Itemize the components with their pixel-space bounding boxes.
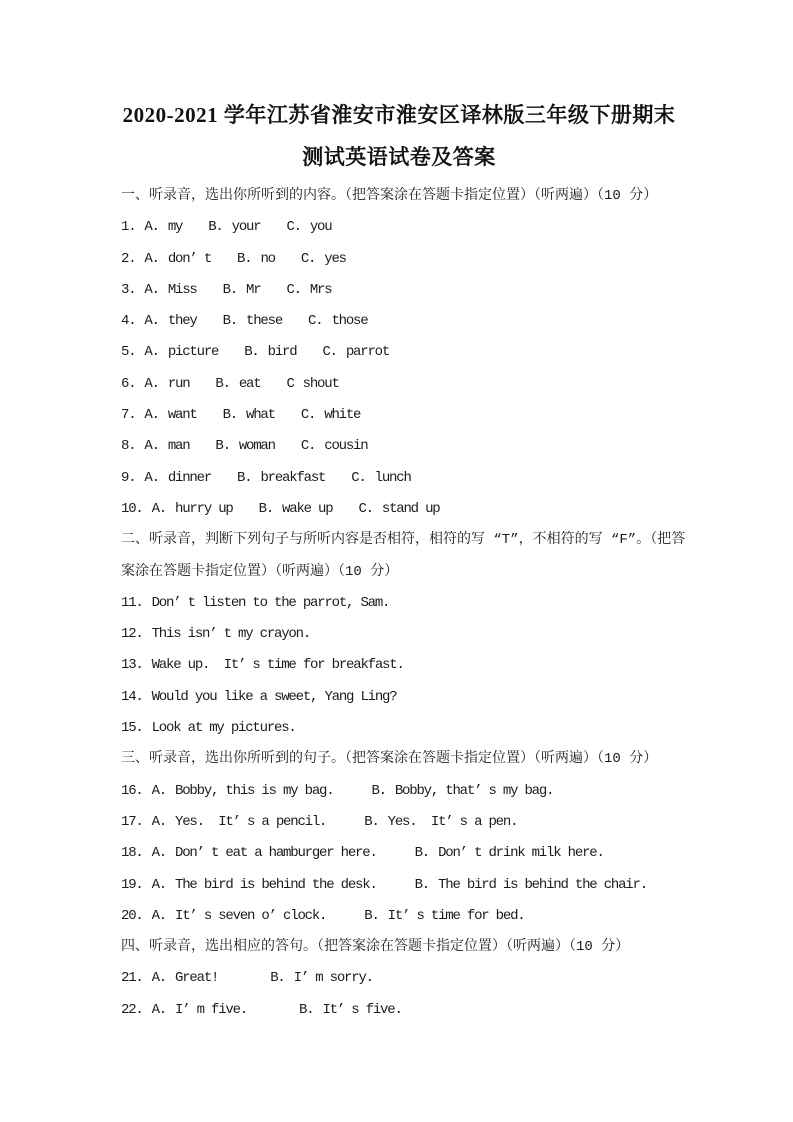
option-text: Don’ t drink milk here.	[438, 845, 604, 862]
question-number: 12.	[121, 626, 143, 643]
question-line	[121, 588, 735, 619]
option-label: C.	[286, 219, 301, 236]
answer-option	[208, 219, 260, 235]
option-text: Bobby, this is my bag.	[175, 782, 334, 799]
answer-option	[301, 438, 368, 454]
option-label: A.	[151, 813, 167, 830]
answer-option	[237, 251, 275, 267]
question-line	[121, 776, 735, 807]
option-label: C.	[300, 438, 316, 455]
option-label: A.	[151, 782, 167, 799]
option-text: they	[167, 313, 197, 330]
question-line	[121, 650, 735, 681]
answer-option	[286, 282, 331, 298]
statement-text: Would you like a sweet, Yang Ling?	[151, 688, 397, 705]
option-label: B.	[215, 375, 230, 392]
statement-text: Look at my pictures.	[151, 720, 296, 737]
question-number: 21.	[121, 970, 143, 987]
answer-option	[371, 783, 553, 799]
option-label: A.	[151, 876, 167, 893]
option-text: The bird is behind the chair.	[438, 876, 647, 893]
question-line	[121, 431, 735, 462]
answer-option	[152, 877, 377, 893]
option-text: your	[231, 219, 261, 236]
option-text: Bobby, that’ s my bag.	[394, 782, 554, 799]
question-line	[121, 400, 735, 431]
question-number: 14.	[121, 688, 143, 705]
answer-option	[308, 313, 367, 329]
answer-option	[144, 219, 182, 235]
option-label: B.	[371, 782, 386, 799]
question-line	[121, 807, 735, 838]
answer-option	[152, 501, 233, 517]
option-text: dinner	[167, 469, 212, 486]
question-line	[121, 463, 735, 494]
option-label: C.	[286, 281, 301, 298]
option-text: eat	[238, 375, 261, 392]
statement-text: Don’ t listen to the parrot, Sam.	[151, 594, 390, 611]
question-number: 5.	[121, 344, 136, 361]
question-line	[121, 870, 735, 901]
section-heading: 二、听录音，判断下列句子与所听内容是否相符，相符的写 “T”，不相符的写 “F”。（把答	[121, 532, 686, 549]
answer-option	[286, 219, 331, 235]
answer-option	[244, 344, 296, 360]
answer-option	[415, 845, 604, 861]
question-number: 8.	[121, 438, 136, 455]
answer-option	[270, 970, 373, 986]
document-body	[121, 181, 735, 1026]
option-text: you	[309, 219, 332, 236]
option-label: A.	[151, 1001, 167, 1018]
question-line	[121, 494, 735, 525]
answer-option	[223, 282, 261, 298]
option-label: B.	[414, 876, 430, 893]
option-label: B.	[258, 500, 274, 517]
option-text: woman	[238, 438, 275, 455]
question-line	[121, 244, 735, 275]
option-text: hurry up	[175, 500, 233, 517]
question-number: 19.	[121, 876, 143, 893]
answer-option	[144, 251, 211, 267]
option-text: Miss	[167, 281, 197, 298]
answer-option	[152, 970, 219, 986]
option-label: B.	[414, 845, 430, 862]
answer-option	[223, 313, 282, 329]
statement-text: Wake up. It’ s time for breakfast.	[151, 657, 404, 674]
option-text: Mrs	[309, 281, 332, 298]
option-text: run	[167, 375, 190, 392]
section-heading: 案涂在答题卡指定位置）（听两遍）（10 分）	[121, 563, 399, 580]
section-heading: 三、听录音，选出你所听到的句子。（把答案涂在答题卡指定位置）（听两遍）（10 分）	[121, 751, 658, 768]
section-heading: 四、听录音，选出相应的答句。（把答案涂在答题卡指定位置）（听两遍）（10 分）	[121, 939, 630, 956]
option-text: those	[331, 313, 368, 330]
question-line	[121, 901, 735, 932]
question-number: 2.	[121, 250, 136, 267]
answer-option	[415, 877, 647, 893]
answer-option	[152, 845, 377, 861]
question-number: 11.	[121, 594, 143, 611]
question-line	[121, 995, 735, 1026]
answer-option	[286, 376, 338, 392]
option-label: C.	[300, 250, 316, 267]
option-text: It’ s seven o’ clock.	[175, 907, 327, 924]
answer-option	[152, 908, 327, 924]
question-number: 9.	[121, 469, 136, 486]
question-number: 18.	[121, 845, 143, 862]
option-text: what	[246, 407, 275, 424]
option-text: lunch	[374, 469, 411, 486]
option-text: I’ m five.	[175, 1001, 248, 1018]
answer-option	[223, 407, 275, 423]
question-number: 15.	[121, 720, 143, 737]
option-label: C.	[358, 500, 373, 517]
question-number: 4.	[121, 313, 136, 330]
option-text: Great!	[175, 970, 219, 987]
question-number: 16.	[121, 782, 143, 799]
answer-option	[364, 814, 517, 830]
option-label: A.	[144, 469, 159, 486]
option-label: B.	[208, 219, 223, 236]
statement-text: This isn’ t my crayon.	[151, 626, 311, 643]
option-label: A.	[144, 375, 159, 392]
answer-option	[152, 783, 334, 799]
option-label: B.	[222, 313, 238, 330]
option-label: B.	[237, 469, 252, 486]
option-label: B.	[237, 250, 252, 267]
option-text: parrot	[345, 344, 390, 361]
option-label: B.	[222, 281, 238, 298]
answer-option	[144, 344, 218, 360]
option-text: Yes. It’ s a pencil.	[175, 813, 327, 830]
option-label: B.	[215, 438, 230, 455]
question-line	[121, 306, 735, 337]
option-label: C.	[322, 344, 337, 361]
option-label: A.	[144, 438, 159, 455]
option-text: Yes. It’ s a pen.	[387, 813, 518, 830]
document-title-line1: 2020-2021 学年江苏省淮安市淮安区译林版三年级下册期末	[122, 103, 676, 127]
question-number: 6.	[121, 375, 136, 392]
answer-option	[351, 470, 410, 486]
option-label: A.	[144, 250, 159, 267]
option-text: yes	[324, 250, 346, 267]
question-number: 17.	[121, 813, 143, 830]
option-text: no	[260, 250, 275, 267]
question-number: 10.	[121, 500, 143, 517]
question-line	[121, 275, 735, 306]
answer-option	[322, 344, 389, 360]
option-text: It’ s five.	[322, 1001, 402, 1018]
option-text: my	[167, 219, 183, 236]
answer-option	[299, 1002, 402, 1018]
answer-option	[215, 438, 274, 454]
answer-option	[215, 376, 260, 392]
option-label: B.	[270, 970, 285, 987]
option-label: C.	[308, 313, 323, 330]
option-text: these	[246, 313, 283, 330]
option-text: Don’ t eat a hamburger here.	[175, 845, 377, 862]
option-label: A.	[144, 344, 159, 361]
question-line	[121, 369, 735, 400]
option-text: stand up	[381, 500, 440, 517]
option-text: picture	[167, 344, 219, 361]
answer-option	[364, 908, 524, 924]
option-label: A.	[144, 219, 159, 236]
question-line	[121, 337, 735, 368]
answer-option	[144, 376, 189, 392]
option-text: breakfast	[260, 469, 326, 486]
answer-option	[144, 407, 196, 423]
option-text: white	[324, 407, 361, 424]
question-number: 7.	[121, 407, 136, 424]
option-label: B.	[244, 344, 259, 361]
option-text: cousin	[324, 438, 368, 455]
question-line	[121, 212, 735, 243]
answer-option	[237, 470, 325, 486]
question-line	[121, 963, 735, 994]
option-label: A.	[151, 970, 167, 987]
option-text: bird	[267, 344, 297, 361]
answer-option	[301, 251, 346, 267]
option-label: A.	[151, 845, 167, 862]
option-label: C.	[300, 407, 316, 424]
answer-option	[301, 407, 360, 423]
question-number: 1.	[121, 219, 136, 236]
option-label: A.	[151, 500, 167, 517]
option-text: shout	[302, 375, 339, 392]
option-label: B.	[222, 407, 238, 424]
question-number: 22.	[121, 1001, 143, 1018]
answer-option	[152, 814, 327, 830]
section-heading: 一、听录音，选出你所听到的内容。（把答案涂在答题卡指定位置）（听两遍）（10 分）	[121, 188, 658, 204]
document-title-line2: 测试英语试卷及答案	[302, 145, 496, 169]
answer-option	[144, 313, 196, 329]
answer-option	[358, 501, 439, 517]
option-text: Mr	[246, 281, 261, 298]
option-label: C	[286, 375, 294, 392]
question-line	[121, 838, 735, 869]
option-label: B.	[364, 907, 379, 924]
question-line	[121, 682, 735, 713]
option-text: want	[167, 407, 197, 424]
option-label: C.	[351, 469, 366, 486]
answer-option	[144, 438, 189, 454]
option-label: B.	[364, 813, 379, 830]
option-label: B.	[299, 1001, 314, 1018]
option-label: A.	[144, 281, 159, 298]
option-label: A.	[144, 407, 159, 424]
option-text: I’ m sorry.	[293, 970, 373, 987]
option-text: wake up	[282, 500, 333, 517]
option-text: The bird is behind the desk.	[175, 876, 377, 893]
question-number: 20.	[121, 907, 143, 924]
answer-option	[152, 1002, 247, 1018]
question-line	[121, 713, 735, 744]
answer-option	[144, 470, 211, 486]
option-label: A.	[151, 907, 167, 924]
option-text: don’ t	[167, 250, 212, 267]
answer-option	[144, 282, 196, 298]
option-text: man	[167, 438, 190, 455]
option-label: A.	[144, 313, 159, 330]
question-number: 3.	[121, 281, 136, 298]
answer-option	[259, 501, 333, 517]
question-line	[121, 619, 735, 650]
document-title	[121, 94, 677, 178]
option-text: It’ s time for bed.	[387, 907, 525, 924]
question-number: 13.	[121, 657, 143, 674]
